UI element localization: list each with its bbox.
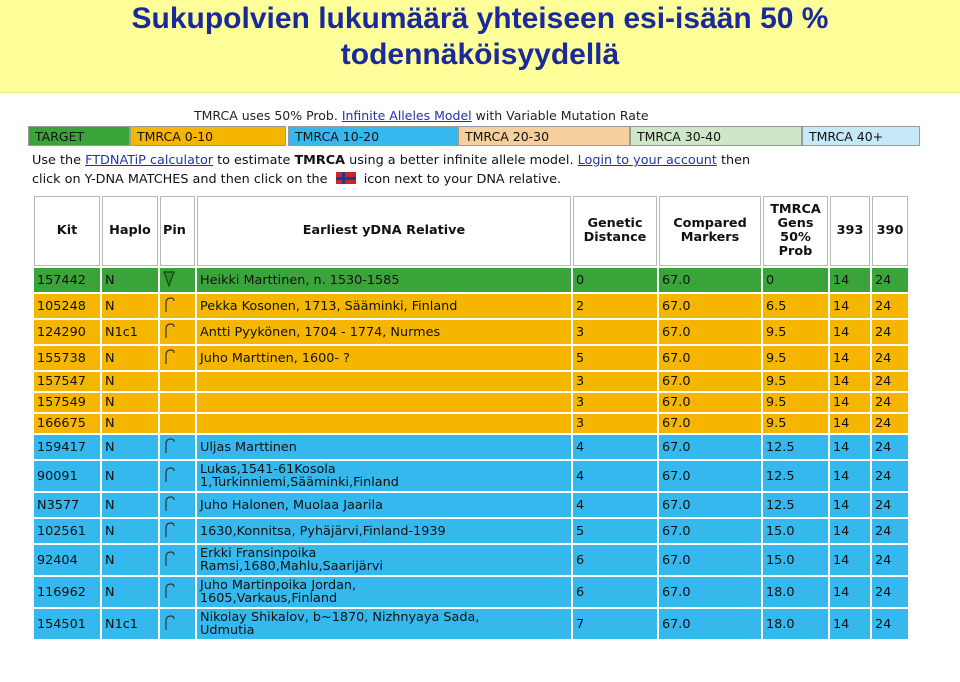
genetic-distance-cell: 3: [573, 393, 657, 412]
haplo-cell: N: [102, 268, 158, 292]
relative-cell[interactable]: Erkki Fransinpoika Ramsi,1680,Mahlu,Saarijärvi: [197, 545, 571, 575]
pin-cell[interactable]: [160, 461, 195, 491]
legend-tmrca-30-40: TMRCA 30-40: [630, 126, 802, 146]
relative-cell[interactable]: [197, 414, 571, 433]
marker-393-cell: 14: [830, 372, 870, 391]
haplo-cell: N: [102, 545, 158, 575]
tmrca-cell: 9.5: [763, 372, 828, 391]
marker-390-cell: 24: [872, 545, 908, 575]
matches-table: [32, 194, 910, 641]
compared-markers-cell: 67.0: [659, 545, 761, 575]
marker-390-cell: 24: [872, 609, 908, 639]
genetic-distance-cell: 5: [573, 519, 657, 543]
marker-390-cell: 24: [872, 372, 908, 391]
info-text: click on Y-DNA MATCHES and then click on the: [32, 172, 328, 187]
marker-390-cell: 24: [872, 294, 908, 318]
haplo-cell: N: [102, 461, 158, 491]
genetic-distance-cell: 3: [573, 320, 657, 344]
tmrca-cell: 9.5: [763, 414, 828, 433]
marker-393-cell: 14: [830, 493, 870, 517]
tmrca-cell: 12.5: [763, 435, 828, 459]
haplo-cell: N: [102, 414, 158, 433]
pin-cell[interactable]: [160, 493, 195, 517]
genetic-distance-cell: 4: [573, 461, 657, 491]
legend-tmrca-10-20: TMRCA 10-20: [288, 126, 458, 146]
legend-heading-prefix: TMRCA uses 50% Prob.: [194, 108, 338, 123]
legend-target: TARGET: [28, 126, 130, 146]
info-text: using a better infinite allele model.: [349, 153, 574, 168]
legend-tmrca-0-10: TMRCA 0-10: [130, 126, 286, 146]
relative-cell[interactable]: Lukas,1541-61Kosola 1,Turkinniemi,Sääminki,Finland: [197, 461, 571, 491]
pin-cell[interactable]: [160, 435, 195, 459]
pin-cell[interactable]: [160, 519, 195, 543]
pin-icon[interactable]: [163, 297, 175, 313]
relative-cell[interactable]: Uljas Marttinen: [197, 435, 571, 459]
table-row: [34, 414, 908, 433]
tmrca-cell: 9.5: [763, 393, 828, 412]
pin-icon[interactable]: [163, 349, 175, 365]
haplo-cell: N: [102, 294, 158, 318]
kit-cell[interactable]: 157549: [34, 393, 100, 412]
haplo-cell: N: [102, 577, 158, 607]
col-header-390[interactable]: 390: [872, 196, 908, 266]
kit-cell[interactable]: N3577: [34, 493, 100, 517]
col-header-haplo[interactable]: Haplo: [102, 196, 158, 266]
relative-cell[interactable]: Juho Halonen, Muolaa Jaarila: [197, 493, 571, 517]
relative-cell[interactable]: 1630,Konnitsa, Pyhäjärvi,Finland-1939: [197, 519, 571, 543]
pin-icon[interactable]: [163, 615, 175, 631]
pin-cell[interactable]: [160, 320, 195, 344]
pin-icon[interactable]: [163, 551, 175, 567]
tmrca-cell: 0: [763, 268, 828, 292]
compared-markers-cell: 67.0: [659, 493, 761, 517]
relative-cell[interactable]: Antti Pyykönen, 1704 - 1774, Nurmes: [197, 320, 571, 344]
marker-393-cell: 14: [830, 461, 870, 491]
table-row: [34, 519, 908, 543]
genetic-distance-cell: 2: [573, 294, 657, 318]
tmrca-cell: 15.0: [763, 545, 828, 575]
table-row: [34, 545, 908, 575]
info-text: icon next to your DNA relative.: [363, 172, 562, 187]
marker-393-cell: 14: [830, 545, 870, 575]
haplo-cell: N1c1: [102, 320, 158, 344]
compared-markers-cell: 67.0: [659, 393, 761, 412]
compared-markers-cell: 67.0: [659, 294, 761, 318]
kit-cell[interactable]: 154501: [34, 609, 100, 639]
table-row: [34, 435, 908, 459]
legend-tmrca-40-plus: TMRCA 40+: [802, 126, 920, 146]
tmrca-cell: 12.5: [763, 493, 828, 517]
genetic-distance-cell: 0: [573, 268, 657, 292]
legend-tmrca-20-30: TMRCA 20-30: [458, 126, 630, 146]
kit-cell[interactable]: 157442: [34, 268, 100, 292]
marker-390-cell: 24: [872, 461, 908, 491]
pin-icon[interactable]: [163, 522, 175, 538]
pin-cell[interactable]: [160, 609, 195, 639]
marker-393-cell: 14: [830, 435, 870, 459]
compared-markers-cell: 67.0: [659, 577, 761, 607]
slide-title-line-2: todennäköisyydellä: [340, 38, 620, 71]
infinite-alleles-link[interactable]: Infinite Alleles Model: [341, 108, 472, 123]
marker-390-cell: 24: [872, 493, 908, 517]
compared-markers-cell: 67.0: [659, 435, 761, 459]
info-line-2: [32, 172, 561, 187]
table-row: [34, 294, 908, 318]
compared-markers-cell: 67.0: [659, 414, 761, 433]
kit-cell[interactable]: 116962: [34, 577, 100, 607]
compared-markers-cell: 67.0: [659, 320, 761, 344]
info-text: Use the: [32, 153, 81, 168]
haplo-cell: N: [102, 393, 158, 412]
kit-cell[interactable]: 102561: [34, 519, 100, 543]
tmrca-cell: 6.5: [763, 294, 828, 318]
tmrca-cell: 9.5: [763, 346, 828, 370]
kit-cell[interactable]: 90091: [34, 461, 100, 491]
table-row: [34, 320, 908, 344]
compared-markers-cell: 67.0: [659, 268, 761, 292]
marker-393-cell: 14: [830, 346, 870, 370]
kit-cell[interactable]: 92404: [34, 545, 100, 575]
relative-cell[interactable]: [197, 393, 571, 412]
marker-390-cell: 24: [872, 435, 908, 459]
pin-icon[interactable]: [163, 583, 175, 599]
info-text: then: [721, 153, 751, 168]
compared-markers-cell: 67.0: [659, 461, 761, 491]
marker-393-cell: 14: [830, 519, 870, 543]
haplo-cell: N: [102, 372, 158, 391]
table-header-row: [34, 196, 908, 266]
marker-390-cell: 24: [872, 414, 908, 433]
tmrca-cell: 18.0: [763, 577, 828, 607]
table-row: [34, 461, 908, 491]
kit-cell[interactable]: 159417: [34, 435, 100, 459]
tmrca-color-legend: [28, 126, 920, 146]
genetic-distance-cell: 6: [573, 577, 657, 607]
pin-icon[interactable]: [163, 323, 175, 339]
tmrca-cell: 15.0: [763, 519, 828, 543]
tmrca-cell: 9.5: [763, 320, 828, 344]
marker-390-cell: 24: [872, 346, 908, 370]
pin-cell: [160, 393, 195, 412]
col-header-pin[interactable]: Pin: [160, 196, 195, 266]
compared-markers-cell: 67.0: [659, 609, 761, 639]
pin-icon[interactable]: [163, 467, 175, 483]
marker-390-cell: 24: [872, 519, 908, 543]
genetic-distance-cell: 5: [573, 346, 657, 370]
marker-390-cell: 24: [872, 320, 908, 344]
ftdnatip-calculator-link[interactable]: FTDNATiP calculator: [85, 153, 214, 168]
tmrca-cell: 18.0: [763, 609, 828, 639]
haplo-cell: N: [102, 435, 158, 459]
kit-cell[interactable]: 166675: [34, 414, 100, 433]
relative-cell[interactable]: [197, 372, 571, 391]
table-row: [34, 577, 908, 607]
marker-393-cell: 14: [830, 268, 870, 292]
info-line-1: [32, 153, 750, 168]
marker-393-cell: 14: [830, 393, 870, 412]
col-header-relative[interactable]: Earliest yDNA Relative: [197, 196, 571, 266]
genetic-distance-cell: 6: [573, 545, 657, 575]
marker-393-cell: 14: [830, 609, 870, 639]
pin-cell: [160, 372, 195, 391]
relative-cell[interactable]: Juho Marttinen, 1600- ?: [197, 346, 571, 370]
pin-cell[interactable]: [160, 545, 195, 575]
relative-cell[interactable]: Pekka Kosonen, 1713, Sääminki, Finland: [197, 294, 571, 318]
flag-icon: [336, 172, 356, 184]
table-row: [34, 268, 908, 292]
col-header-compared-markers[interactable]: Compared Markers: [659, 196, 761, 266]
pin-cell[interactable]: [160, 294, 195, 318]
compared-markers-cell: 67.0: [659, 346, 761, 370]
pin-icon[interactable]: [163, 496, 175, 512]
kit-cell[interactable]: 157547: [34, 372, 100, 391]
marker-393-cell: 14: [830, 320, 870, 344]
genetic-distance-cell: 7: [573, 609, 657, 639]
tmrca-legend-heading: [194, 108, 649, 123]
compared-markers-cell: 67.0: [659, 519, 761, 543]
table-row: [34, 346, 908, 370]
pin-cell[interactable]: [160, 346, 195, 370]
marker-390-cell: 24: [872, 577, 908, 607]
haplo-cell: N1c1: [102, 609, 158, 639]
marker-393-cell: 14: [830, 294, 870, 318]
info-tmrca-bold: TMRCA: [294, 153, 346, 168]
slide-title-line-1: Sukupolvien lukumäärä yhteiseen esi-isään 50 %: [131, 2, 829, 35]
table-row: [34, 493, 908, 517]
col-header-kit[interactable]: Kit: [34, 196, 100, 266]
matches-table-body: [34, 268, 908, 639]
relative-cell[interactable]: Juho Martinpoika Jordan, 1605,Varkaus,Finland: [197, 577, 571, 607]
tmrca-cell: 12.5: [763, 461, 828, 491]
pin-cell: [160, 414, 195, 433]
genetic-distance-cell: 3: [573, 414, 657, 433]
marker-390-cell: 24: [872, 393, 908, 412]
compared-markers-cell: 67.0: [659, 372, 761, 391]
kit-cell[interactable]: 155738: [34, 346, 100, 370]
relative-cell[interactable]: Heikki Marttinen, n. 1530-1585: [197, 268, 571, 292]
relative-cell[interactable]: Nikolay Shikalov, b~1870, Nizhnyaya Sada, Udmutia: [197, 609, 571, 639]
ftdna-screenshot: [28, 106, 920, 682]
col-header-393[interactable]: 393: [830, 196, 870, 266]
marker-390-cell: 24: [872, 268, 908, 292]
table-row: [34, 393, 908, 412]
table-row: [34, 609, 908, 639]
marker-393-cell: 14: [830, 577, 870, 607]
haplo-cell: N: [102, 519, 158, 543]
kit-cell[interactable]: 124290: [34, 320, 100, 344]
table-row: [34, 372, 908, 391]
pin-icon[interactable]: [163, 438, 175, 454]
slide-title: [0, 0, 960, 93]
marker-393-cell: 14: [830, 414, 870, 433]
haplo-cell: N: [102, 346, 158, 370]
info-text: to estimate: [217, 153, 291, 168]
login-account-link[interactable]: Login to your account: [577, 153, 717, 168]
haplo-cell: N: [102, 493, 158, 517]
genetic-distance-cell: 4: [573, 435, 657, 459]
legend-heading-suffix: with Variable Mutation Rate: [475, 108, 649, 123]
pin-icon[interactable]: [163, 271, 175, 287]
col-header-tmrca[interactable]: TMRCA Gens 50% Prob: [763, 196, 828, 266]
pin-cell[interactable]: [160, 268, 195, 292]
col-header-genetic-distance[interactable]: Genetic Distance: [573, 196, 657, 266]
pin-cell[interactable]: [160, 577, 195, 607]
genetic-distance-cell: 3: [573, 372, 657, 391]
genetic-distance-cell: 4: [573, 493, 657, 517]
kit-cell[interactable]: 105248: [34, 294, 100, 318]
